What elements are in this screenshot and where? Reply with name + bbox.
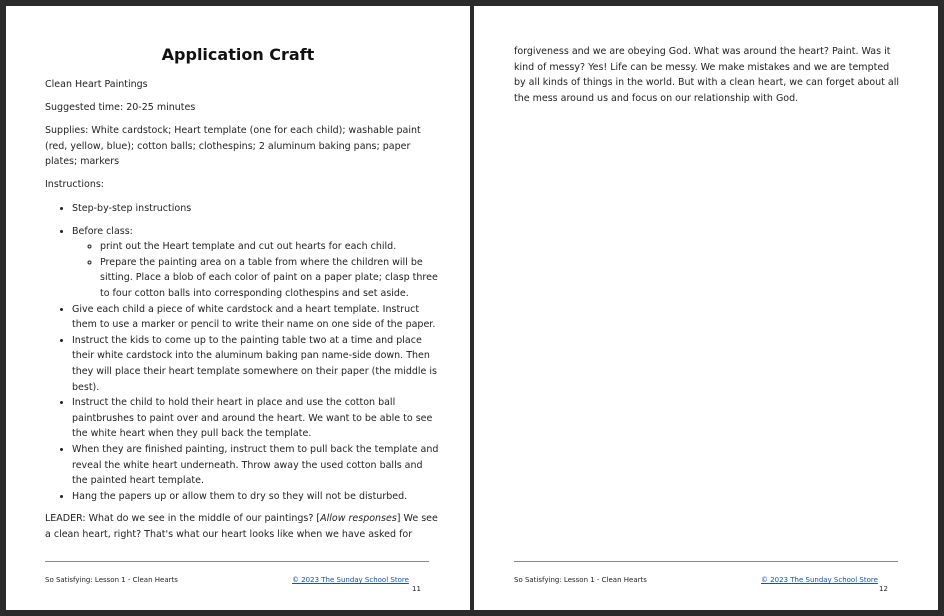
list-item: • Hang the papers up or allow them to dry so they will not be disturbed.	[72, 489, 440, 505]
footer-copyright-link[interactable]: © 2023 The Sunday School Store	[761, 576, 878, 584]
page-title: Application Craft	[161, 45, 315, 64]
footer-lesson-title: So Satisfying: Lesson 1 - Clean Hearts	[45, 576, 178, 584]
footer-copyright-link[interactable]: © 2023 The Sunday School Store	[292, 576, 409, 584]
sublist-item: ◦ Prepare the painting area on a table from where the children will be sitting. Place a blob of each color of paint on a paper plate; clasp three to four cotton balls into corresponding clothespins and set aside.	[100, 255, 440, 302]
footer-divider	[45, 561, 429, 562]
document-page-right	[474, 6, 938, 610]
page-number: 12	[879, 585, 888, 593]
leader-text-end: ] We see a clean heart, right? That's what our heart looks like when we have asked for	[45, 513, 438, 540]
sublist-item: ◦ print out the Heart template and cut out hearts for each child.	[100, 239, 440, 255]
before-class-sublist	[72, 239, 440, 301]
list-item-before-class	[72, 224, 440, 302]
footer-divider	[514, 561, 898, 562]
leader-text-start: LEADER: What do we see in the middle of our paintings? [	[45, 513, 321, 525]
page-body	[45, 77, 440, 550]
suggested-time: Suggested time: 20-25 minutes	[45, 102, 196, 114]
craft-name: Clean Heart Paintings	[45, 79, 148, 90]
leader-text	[45, 511, 440, 542]
document-page-left	[6, 6, 470, 610]
list-item: • Instruct the kids to come up to the painting table two at a time and place their white cardstock into the aluminum baking pan name-side down. Then they will place their heart template somewhere on their paper (the middle is best).	[72, 333, 440, 395]
list-item: • When they are finished painting, instruct them to pull back the template and reveal the white heart underneath. Throw away the used cotton balls and the painted heart template.	[72, 442, 440, 489]
leader-text-italic: Allow responses	[320, 513, 397, 525]
continuation-paragraph: forgiveness and we are obeying God. What was around the heart? Paint. Was it kind of messy? Yes! Life can be messy. We make mistakes and we are tempted by all kinds of things in the world. But with a clean heart, we can forget about all the mess around us and focus on our relationship with God.	[514, 46, 900, 104]
footer-lesson-title: So Satisfying: Lesson 1 - Clean Hearts	[514, 576, 647, 584]
page-number: 11	[412, 585, 421, 593]
list-item: • Give each child a piece of white cardstock and a heart template. Instruct them to use a marker or pencil to write their name on one side of the paper.	[72, 302, 440, 333]
instructions-list	[45, 201, 440, 505]
before-class-label: Before class:	[72, 225, 133, 237]
instructions-heading: Instructions:	[45, 179, 104, 191]
list-item: • Step-by-step instructions	[72, 201, 440, 217]
list-item: • Instruct the child to hold their heart in place and use the cotton ball paintbrushes to paint over and around the heart. We want to be able to see the white heart when they pull back the template.	[72, 395, 440, 442]
supplies-text: Supplies: White cardstock; Heart template (one for each child); washable paint (red, yellow, blue); cotton balls; clothespins; 2 aluminum baking pans; paper plates; markers	[45, 125, 421, 168]
